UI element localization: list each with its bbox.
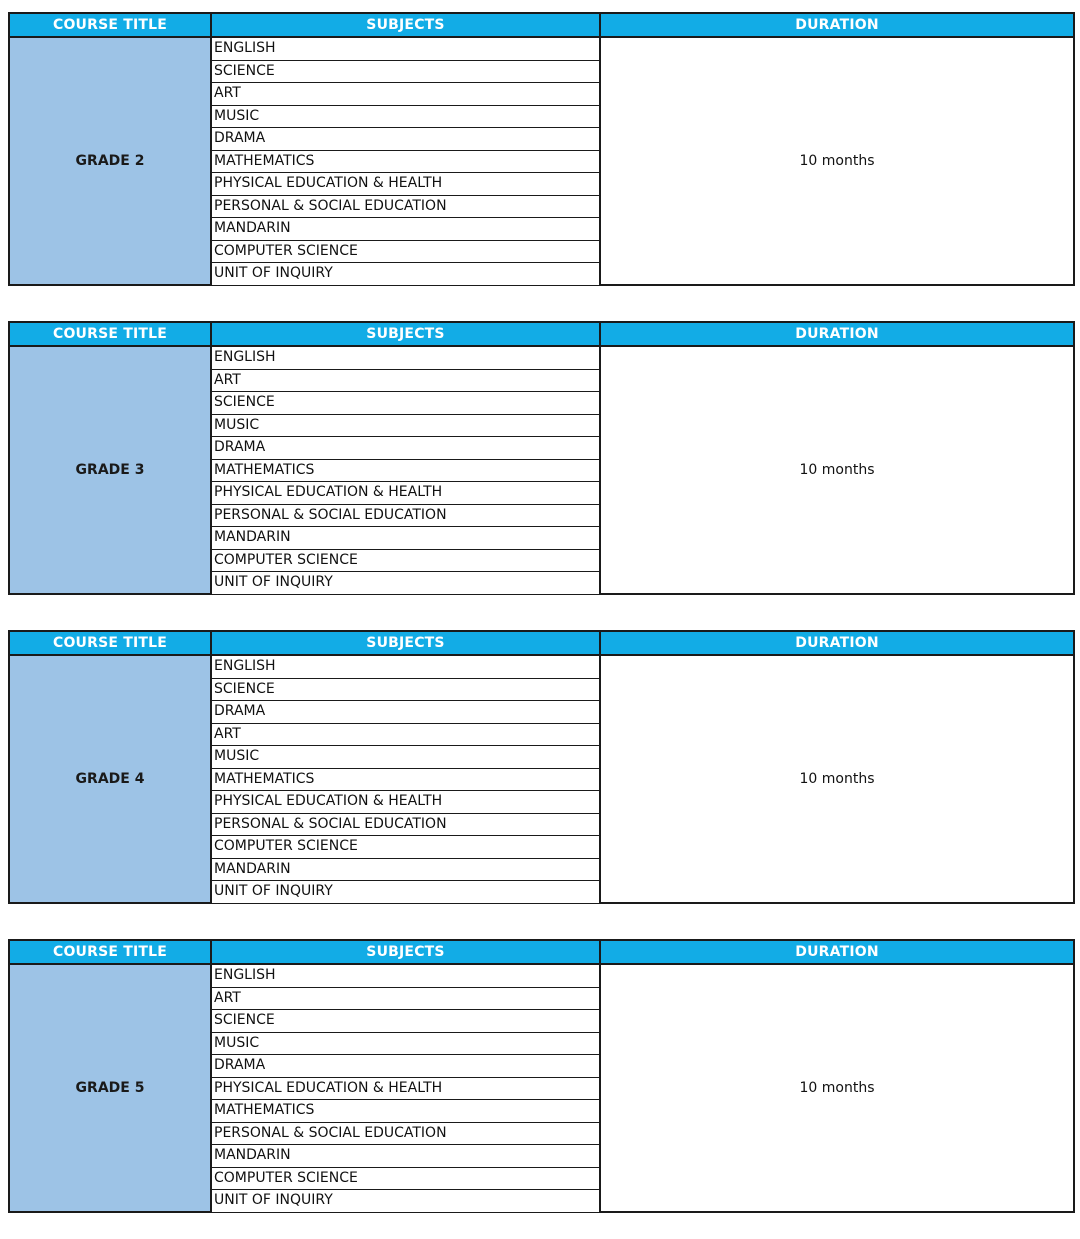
subject-cell: PHYSICAL EDUCATION & HEALTH xyxy=(211,173,600,196)
subject-cell: COMPUTER SCIENCE xyxy=(211,240,600,263)
duration-header: DURATION xyxy=(600,940,1074,964)
subject-cell: SCIENCE xyxy=(211,1010,600,1033)
subject-cell: PERSONAL & SOCIAL EDUCATION xyxy=(211,1122,600,1145)
subject-cell: PHYSICAL EDUCATION & HEALTH xyxy=(211,482,600,505)
subject-cell: MATHEMATICS xyxy=(211,1100,600,1123)
subject-cell: PERSONAL & SOCIAL EDUCATION xyxy=(211,195,600,218)
subject-cell: SCIENCE xyxy=(211,392,600,415)
subject-cell: MUSIC xyxy=(211,1032,600,1055)
subject-cell: UNIT OF INQUIRY xyxy=(211,881,600,904)
course-title-header: COURSE TITLE xyxy=(9,322,211,346)
course-title-cell: GRADE 2 xyxy=(9,37,211,285)
duration-header: DURATION xyxy=(600,322,1074,346)
course-title-header: COURSE TITLE xyxy=(9,940,211,964)
subject-cell: UNIT OF INQUIRY xyxy=(211,572,600,595)
subject-cell: MANDARIN xyxy=(211,858,600,881)
subjects-header: SUBJECTS xyxy=(211,940,600,964)
subject-cell: DRAMA xyxy=(211,701,600,724)
course-title-cell: GRADE 3 xyxy=(9,346,211,594)
duration-cell: 10 months xyxy=(600,655,1074,903)
subject-cell: SCIENCE xyxy=(211,678,600,701)
table-row xyxy=(9,346,1074,369)
course-table-grade-5 xyxy=(8,939,1075,1213)
subject-cell: SCIENCE xyxy=(211,60,600,83)
table-row xyxy=(9,655,1074,678)
subject-cell: DRAMA xyxy=(211,128,600,151)
subject-cell: ART xyxy=(211,723,600,746)
duration-cell: 10 months xyxy=(600,346,1074,594)
subject-cell: UNIT OF INQUIRY xyxy=(211,1190,600,1213)
duration-header: DURATION xyxy=(600,631,1074,655)
course-table-grade-3 xyxy=(8,321,1075,595)
subject-cell: PHYSICAL EDUCATION & HEALTH xyxy=(211,1077,600,1100)
subject-cell: COMPUTER SCIENCE xyxy=(211,549,600,572)
duration-cell: 10 months xyxy=(600,37,1074,285)
subject-cell: MUSIC xyxy=(211,414,600,437)
subject-cell: PHYSICAL EDUCATION & HEALTH xyxy=(211,791,600,814)
table-header-row xyxy=(9,322,1074,346)
subject-cell: ENGLISH xyxy=(211,346,600,369)
subject-cell: ENGLISH xyxy=(211,964,600,987)
course-table-grade-4 xyxy=(8,630,1075,904)
course-title-header: COURSE TITLE xyxy=(9,13,211,37)
subject-cell: MATHEMATICS xyxy=(211,150,600,173)
subjects-header: SUBJECTS xyxy=(211,13,600,37)
table-header-row xyxy=(9,631,1074,655)
subject-cell: MATHEMATICS xyxy=(211,459,600,482)
subject-cell: MATHEMATICS xyxy=(211,768,600,791)
subjects-header: SUBJECTS xyxy=(211,631,600,655)
course-title-header: COURSE TITLE xyxy=(9,631,211,655)
subject-cell: PERSONAL & SOCIAL EDUCATION xyxy=(211,813,600,836)
subject-cell: ART xyxy=(211,369,600,392)
course-title-cell: GRADE 4 xyxy=(9,655,211,903)
table-header-row xyxy=(9,940,1074,964)
subject-cell: DRAMA xyxy=(211,1055,600,1078)
subject-cell: MANDARIN xyxy=(211,1145,600,1168)
course-table-grade-2 xyxy=(8,12,1075,286)
table-row xyxy=(9,964,1074,987)
course-title-cell: GRADE 5 xyxy=(9,964,211,1212)
table-header-row xyxy=(9,13,1074,37)
subject-cell: DRAMA xyxy=(211,437,600,460)
duration-header: DURATION xyxy=(600,13,1074,37)
subject-cell: ENGLISH xyxy=(211,37,600,60)
subject-cell: MANDARIN xyxy=(211,218,600,241)
duration-cell: 10 months xyxy=(600,964,1074,1212)
subject-cell: ENGLISH xyxy=(211,655,600,678)
subject-cell: MANDARIN xyxy=(211,527,600,550)
subject-cell: MUSIC xyxy=(211,746,600,769)
subject-cell: PERSONAL & SOCIAL EDUCATION xyxy=(211,504,600,527)
subject-cell: UNIT OF INQUIRY xyxy=(211,263,600,286)
table-row xyxy=(9,37,1074,60)
subject-cell: COMPUTER SCIENCE xyxy=(211,836,600,859)
subject-cell: MUSIC xyxy=(211,105,600,128)
subjects-header: SUBJECTS xyxy=(211,322,600,346)
subject-cell: COMPUTER SCIENCE xyxy=(211,1167,600,1190)
subject-cell: ART xyxy=(211,987,600,1010)
subject-cell: ART xyxy=(211,83,600,106)
